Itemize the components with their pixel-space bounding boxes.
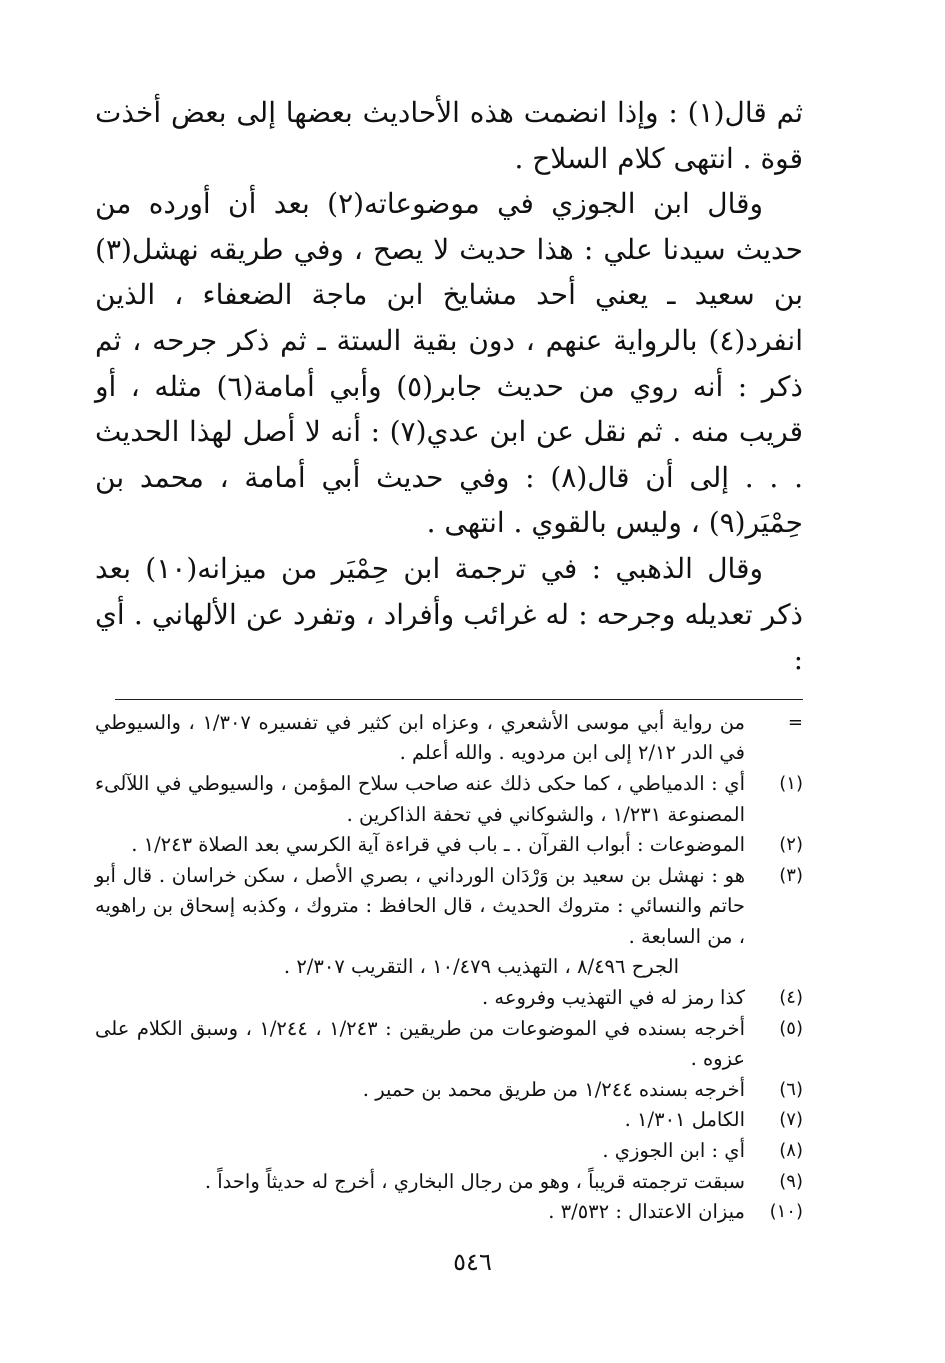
footnote-mark: (٣) [779, 864, 803, 886]
footnote-mark: (٨) [779, 1140, 803, 1162]
footnote-text: أي : ابن الجوزي . [602, 1139, 745, 1163]
footnote-mark: = [787, 711, 803, 733]
footnote-text: أخرجه بسنده في الموضوعات من طريقين : ١/٢٤٣ ، ١/٢٤٤ ، وسبق الكلام على عزوه . [95, 1016, 745, 1071]
footnote-1 [95, 769, 803, 830]
footnote-6 [95, 1075, 803, 1106]
main-text [95, 90, 803, 683]
footnote-9 [95, 1167, 803, 1198]
footnote-mark: (٧) [779, 1109, 803, 1131]
footnote-5 [95, 1014, 803, 1075]
footnote-mark: (٥) [779, 1017, 803, 1039]
footnote-3 [95, 861, 803, 953]
page-number: ٥٤٦ [453, 1248, 492, 1276]
footnote-mark: (٩) [779, 1170, 803, 1192]
footnote-text: هو : نهشل بن سعيد بن وَرْدَان الورداني ، بصري الأصل ، سكن خراسان . قال أبو حاتم والنسائي : متروك الحديث ، قال الحافظ : متروك ، وكذبه إسحاق بن راهويه ، من السابعة . [95, 863, 745, 948]
footnote-10 [95, 1197, 803, 1228]
footnote-text: ميزان الاعتدال : ٣/٥٣٢ . [548, 1200, 745, 1224]
footnote-continuation [95, 708, 803, 769]
footnote-mark: (١) [779, 772, 803, 794]
footnote-text: الكامل ١/٣٠١ . [624, 1108, 745, 1132]
footnote-text: من رواية أبي موسى الأشعري ، وعزاه ابن كثير في تفسيره ١/٣٠٧ ، والسيوطي في الدر ٢/١٢ إلى ابن مردويه . والله أعلم . [95, 710, 746, 765]
footnote-text: الموضوعات : أبواب القرآن . ـ باب في قراءة آية الكرسي بعد الصلاة ١/٢٤٣ . [131, 833, 745, 857]
footnote-text: الجرح ٨/٤٩٦ ، التهذيب ١٠/٤٧٩ ، التقريب ٢/٣٠٧ . [283, 955, 679, 979]
footnote-3-sources [95, 952, 803, 983]
footnote-text: سبقت ترجمته قريباً ، وهو من رجال البخاري ، أخرج له حديثاً واحداً . [204, 1169, 745, 1193]
footnotes [95, 708, 803, 1228]
paragraph-2: وقال ابن الجوزي في موضوعاته(٢) بعد أن أورده من حديث سيدنا علي : هذا حديث لا يصح ، وفي طريقه نهشل(٣) بن سعيد ـ يعني أحد مشايخ ابن ماجة الضعفاء ، الذين انفرد(٤) بالرواية عنهم ، دون بقية الستة ـ ثم ذكر جرحه ، ثم ذكر : أنه روي من حديث جابر(٥) وأبي أمامة(٦) مثله ، أو قريب منه . ثم نقل عن ابن عدي(٧) : أنه لا أصل لهذا الحديث . . . إلى أن قال(٨) : وفي حديث أبي أمامة ، محمد بن حِمْيَر(٩) ، وليس بالقوي . انتهى . [95, 187, 803, 540]
footnote-text: كذا رمز له في التهذيب وفروعه . [482, 986, 745, 1010]
footnote-mark: (٦) [779, 1078, 803, 1100]
footnote-divider [115, 699, 803, 700]
footnote-text: أي : الدمياطي ، كما حكى ذلك عنه صاحب سلاح المؤمن ، والسيوطي في اللآلىء المصنوعة ١/٢٣١ ، والشوكاني في تحفة الذاكرين . [95, 771, 745, 826]
footnote-4 [95, 983, 803, 1014]
footnote-text: أخرجه بسنده ١/٢٤٤ من طريق محمد بن حمير . [362, 1077, 745, 1101]
footnote-2 [95, 830, 803, 861]
footnote-7 [95, 1105, 803, 1136]
footnote-mark: (١٠) [769, 1201, 803, 1223]
paragraph-1: ثم قال(١) : وإذا انضمت هذه الأحاديث بعضها إلى بعض أخذت قوة . انتهى كلام السلاح . [95, 96, 804, 175]
paragraph-3: وقال الذهبي : في ترجمة ابن حِمْيَر من ميزانه(١٠) بعد ذكر تعديله وجرحه : له غرائب وأفراد ، وتفرد عن الألهاني . أي : [95, 551, 803, 677]
page-content [95, 90, 803, 1228]
footnote-mark: (٤) [779, 987, 803, 1009]
footnote-mark: (٢) [779, 834, 803, 856]
footnote-8 [95, 1136, 803, 1167]
